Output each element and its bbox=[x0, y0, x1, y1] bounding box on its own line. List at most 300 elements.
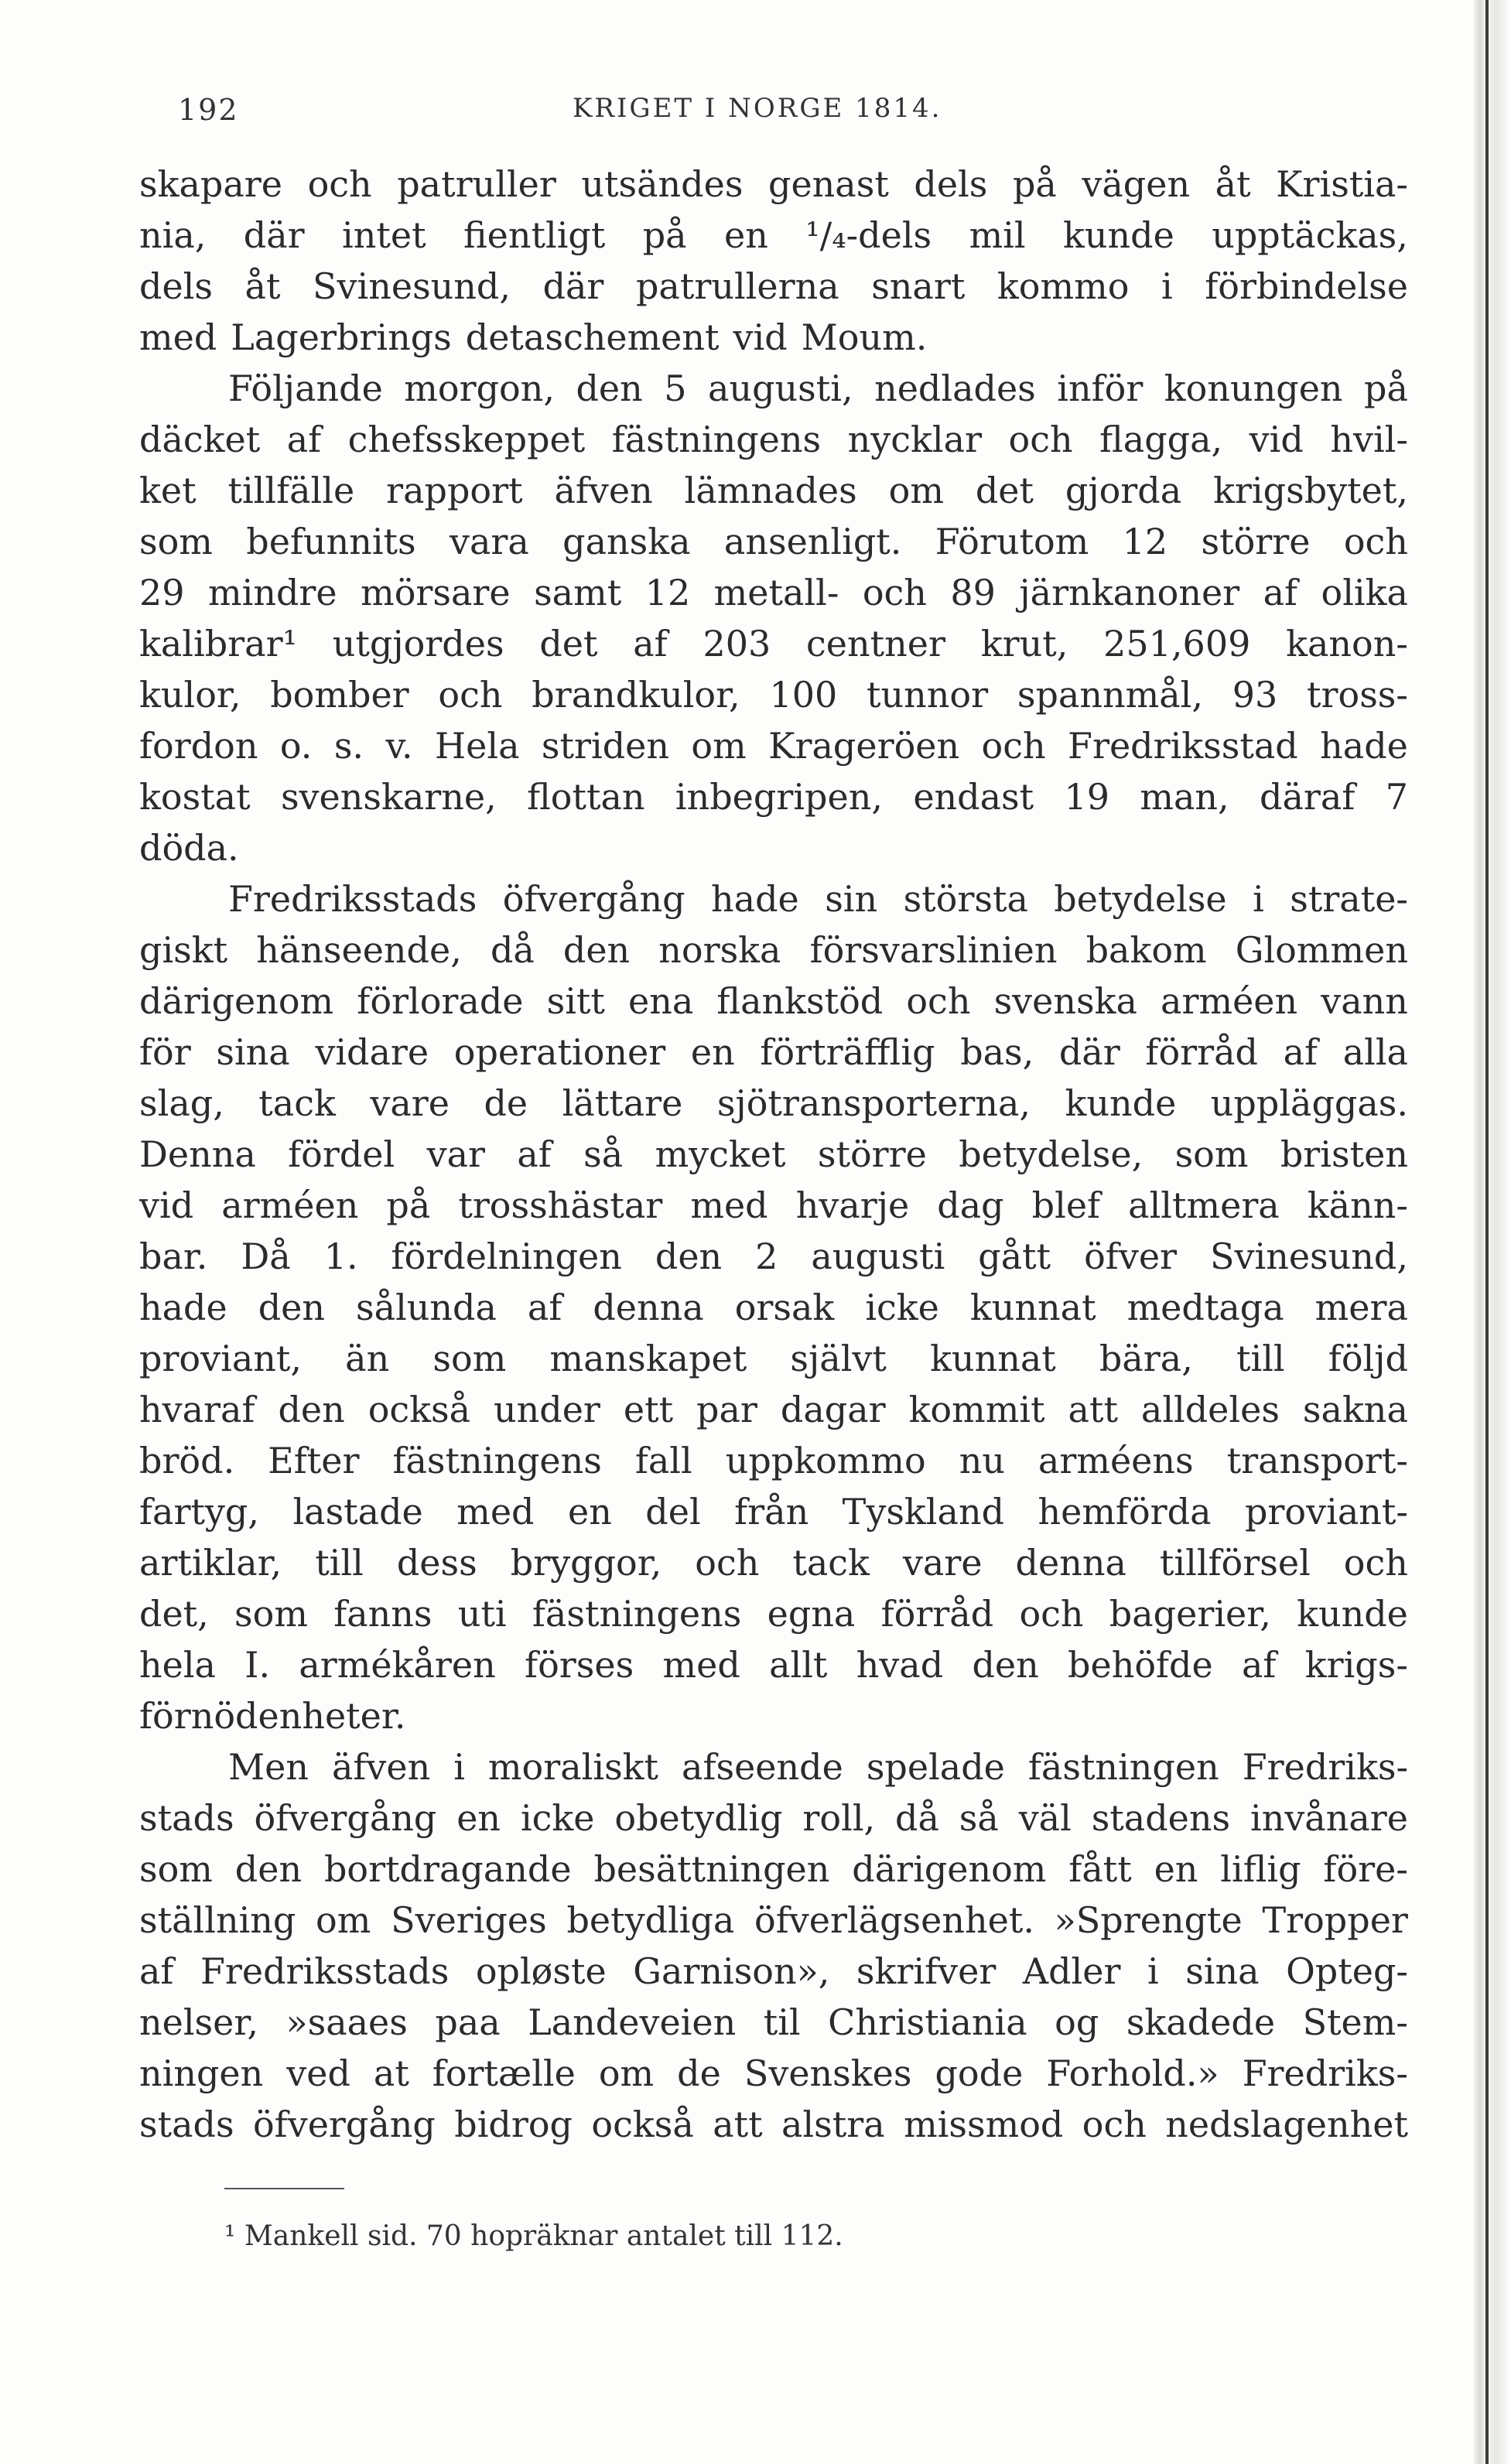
word: på bbox=[642, 214, 687, 256]
word: om bbox=[316, 1899, 371, 1941]
word: Svenskes bbox=[744, 2052, 912, 2094]
word: striden bbox=[541, 725, 669, 767]
word: paa bbox=[435, 2001, 501, 2043]
word: gjorda bbox=[1065, 470, 1182, 511]
word: ena bbox=[628, 980, 694, 1022]
word: den bbox=[972, 1644, 1039, 1686]
text-line bbox=[139, 669, 1408, 720]
word: krigsbytet, bbox=[1213, 470, 1408, 511]
word: självt bbox=[790, 1338, 887, 1379]
word: metall- bbox=[713, 572, 839, 613]
word: 12 bbox=[644, 572, 691, 613]
word: fartyg, bbox=[139, 1491, 259, 1533]
word: besättningen bbox=[593, 1848, 830, 1890]
word: öfverlägsenhet. bbox=[754, 1899, 1034, 1941]
word: uppläggas. bbox=[1210, 1082, 1408, 1124]
word: mörsare bbox=[361, 572, 511, 613]
word: allt bbox=[769, 1644, 828, 1686]
word: man, bbox=[1140, 776, 1229, 818]
word: konungen bbox=[1164, 367, 1343, 409]
word: och bbox=[695, 1542, 760, 1584]
word: mera bbox=[1314, 1287, 1408, 1328]
word: mil bbox=[969, 214, 1026, 256]
word: dag bbox=[937, 1184, 1004, 1226]
word: betydliga bbox=[566, 1899, 735, 1941]
word: hela bbox=[139, 1644, 216, 1686]
word: åt bbox=[1215, 163, 1251, 205]
text-line bbox=[139, 1639, 1408, 1690]
word: krut, bbox=[980, 623, 1068, 665]
text-line bbox=[139, 1435, 1408, 1486]
word: Fredriks- bbox=[1242, 2052, 1408, 2094]
word: 19 bbox=[1064, 776, 1110, 818]
word: skadede bbox=[1126, 2001, 1276, 2043]
word: till bbox=[315, 1542, 364, 1584]
word: og bbox=[1055, 2001, 1099, 2043]
word: Forhold.» bbox=[1046, 2052, 1219, 2094]
word: sin bbox=[825, 878, 878, 920]
word: ¹/₄-dels bbox=[805, 214, 932, 256]
word: på bbox=[1012, 163, 1057, 205]
word: 5 bbox=[664, 367, 687, 409]
word: kunnat bbox=[969, 1287, 1096, 1328]
word: Lagerbrings bbox=[231, 316, 452, 358]
word: järnkanoner bbox=[1019, 572, 1240, 613]
text-line bbox=[139, 1792, 1408, 1844]
word: svenska bbox=[993, 980, 1137, 1022]
word: kunde bbox=[1063, 214, 1174, 256]
word: under bbox=[494, 1389, 600, 1430]
word: kommit bbox=[908, 1389, 1045, 1430]
text-line bbox=[139, 261, 1408, 312]
word: 7 bbox=[1385, 776, 1408, 818]
word: och bbox=[906, 980, 971, 1022]
word: på bbox=[1364, 367, 1408, 409]
word: Stem- bbox=[1302, 2001, 1408, 2043]
word: gått bbox=[978, 1235, 1051, 1277]
word: uppkommo bbox=[725, 1440, 926, 1481]
word: dels bbox=[139, 265, 213, 307]
text-line bbox=[139, 363, 1408, 414]
word: vägen bbox=[1082, 163, 1191, 205]
word: var bbox=[426, 1133, 485, 1175]
word: och bbox=[1343, 521, 1408, 562]
word: Denna bbox=[139, 1133, 256, 1175]
word: försvarslinien bbox=[809, 929, 1058, 971]
word: moraliskt bbox=[487, 1746, 659, 1788]
word: till bbox=[1236, 1338, 1285, 1379]
word: utsändes bbox=[581, 163, 744, 205]
word: Christiania bbox=[828, 2001, 1027, 2043]
word: obetydlig bbox=[614, 1797, 783, 1839]
word: i bbox=[1161, 265, 1173, 307]
word: detaschement bbox=[465, 316, 720, 358]
word: Adler bbox=[1022, 1950, 1121, 1992]
word: där bbox=[243, 214, 305, 256]
word: Följande bbox=[228, 367, 383, 409]
word: kalibrar¹ bbox=[139, 623, 298, 665]
word: manskapet bbox=[549, 1338, 747, 1379]
word: som bbox=[139, 521, 213, 562]
word: vid bbox=[139, 1184, 194, 1226]
word: gode bbox=[935, 2052, 1024, 2094]
word: snart bbox=[871, 265, 966, 307]
word: hvarje bbox=[795, 1184, 910, 1226]
word: Svinesund, bbox=[1210, 1235, 1408, 1277]
word: vidare bbox=[315, 1031, 429, 1073]
word: af bbox=[286, 419, 322, 460]
word: och bbox=[1008, 419, 1073, 460]
word: det bbox=[539, 623, 598, 665]
word: den bbox=[655, 1235, 723, 1277]
word: bas, bbox=[960, 1031, 1034, 1073]
word: af bbox=[1242, 1644, 1277, 1686]
word: vann bbox=[1321, 980, 1408, 1022]
word: Tropper bbox=[1262, 1899, 1408, 1941]
word: sakna bbox=[1302, 1389, 1408, 1430]
word: öfver bbox=[1084, 1235, 1178, 1277]
word: hade bbox=[139, 1287, 227, 1328]
text-line bbox=[139, 1333, 1408, 1384]
text-line bbox=[139, 618, 1408, 669]
word: missmod bbox=[904, 2103, 1064, 2145]
word: vid bbox=[733, 316, 788, 358]
word: från bbox=[734, 1491, 809, 1533]
text-line bbox=[139, 2048, 1408, 2099]
word: giskt bbox=[139, 929, 228, 971]
word: Fredriks- bbox=[1242, 1746, 1408, 1788]
word: hvil- bbox=[1330, 419, 1408, 460]
word: s. bbox=[333, 725, 364, 767]
text-line bbox=[139, 465, 1408, 516]
text-line bbox=[139, 873, 1408, 924]
word: kommo bbox=[997, 265, 1130, 307]
word: en bbox=[724, 214, 768, 256]
word: lättare bbox=[562, 1082, 683, 1124]
word: och bbox=[1082, 2103, 1147, 2145]
word: bära, bbox=[1099, 1338, 1193, 1379]
word: med bbox=[456, 1491, 535, 1533]
word: til bbox=[763, 2001, 801, 2043]
word: större bbox=[817, 1133, 927, 1175]
word: utgjordes bbox=[332, 623, 504, 665]
word: större bbox=[1201, 521, 1311, 562]
word: medtaga bbox=[1126, 1287, 1284, 1328]
word: känn- bbox=[1307, 1184, 1408, 1226]
word: opløste bbox=[475, 1950, 607, 1992]
text-line bbox=[139, 1282, 1408, 1333]
word: fientligt bbox=[463, 214, 606, 256]
word: centner bbox=[806, 623, 945, 665]
word: bakom bbox=[1085, 929, 1207, 971]
word: alla bbox=[1342, 1031, 1408, 1073]
word: kulor, bbox=[139, 674, 241, 716]
word: »Sprengte bbox=[1054, 1899, 1243, 1941]
word: döda. bbox=[139, 827, 239, 869]
word: så bbox=[583, 1133, 624, 1175]
text-line bbox=[139, 1027, 1408, 1078]
word: i bbox=[1147, 1950, 1159, 1992]
word: om bbox=[888, 470, 944, 511]
word: proviant- bbox=[1244, 1491, 1408, 1533]
word: stads bbox=[139, 2103, 234, 2145]
word: Opteg- bbox=[1286, 1950, 1408, 1992]
word: icke bbox=[865, 1287, 939, 1328]
word: spelade bbox=[866, 1746, 1005, 1788]
word: Moum. bbox=[801, 316, 928, 358]
word: hänseende, bbox=[256, 929, 462, 971]
word: också bbox=[591, 2103, 694, 2145]
footnote-divider bbox=[224, 2188, 344, 2189]
word: denna bbox=[593, 1287, 704, 1328]
word: patrullerna bbox=[635, 265, 839, 307]
text-line bbox=[139, 567, 1408, 618]
running-head bbox=[139, 93, 1408, 139]
word: där bbox=[1058, 1031, 1120, 1073]
word: lämnades bbox=[684, 470, 857, 511]
word: lastade bbox=[292, 1491, 423, 1533]
word: par bbox=[696, 1389, 757, 1430]
word: följd bbox=[1328, 1338, 1408, 1379]
word: betydelse bbox=[1054, 878, 1227, 920]
text-line bbox=[139, 720, 1408, 771]
word: Tyskland bbox=[842, 1491, 1005, 1533]
word: ningen bbox=[139, 2052, 264, 2094]
text-line bbox=[139, 1946, 1408, 1997]
word: också bbox=[367, 1389, 471, 1430]
word: af bbox=[139, 1950, 174, 1992]
word: nu bbox=[959, 1440, 1005, 1481]
text-line bbox=[139, 1129, 1408, 1180]
word: än bbox=[345, 1338, 390, 1379]
word: norska bbox=[658, 929, 781, 971]
word: nycklar bbox=[847, 419, 983, 460]
text-line bbox=[139, 771, 1408, 822]
word: den bbox=[234, 1848, 303, 1890]
word: därigenom bbox=[852, 1848, 1047, 1890]
word: af bbox=[527, 1287, 562, 1328]
text-line bbox=[139, 1384, 1408, 1435]
book-binding-edge bbox=[1474, 0, 1511, 2464]
word: spannmål, bbox=[1017, 674, 1203, 716]
word: fall bbox=[634, 1440, 692, 1481]
word: morgon, bbox=[404, 367, 555, 409]
word: Garnison», bbox=[633, 1950, 830, 1992]
word: af bbox=[633, 623, 668, 665]
word: tack bbox=[792, 1542, 870, 1584]
word: Då bbox=[241, 1235, 291, 1277]
word: at bbox=[373, 2052, 409, 2094]
word: fanns bbox=[333, 1593, 432, 1635]
word: dess bbox=[396, 1542, 477, 1584]
word: »saaes bbox=[285, 2001, 408, 2043]
word: inbegripen, bbox=[675, 776, 883, 818]
word: flottan bbox=[527, 776, 645, 818]
word: tillförsel bbox=[1159, 1542, 1311, 1584]
word: flagga, bbox=[1099, 419, 1223, 460]
word: de bbox=[677, 2052, 721, 2094]
word: befunnits bbox=[246, 521, 416, 562]
word: äfven bbox=[331, 1746, 431, 1788]
word: bortdragande bbox=[323, 1848, 572, 1890]
word: alstra bbox=[781, 2103, 885, 2145]
word: kunnat bbox=[930, 1338, 1056, 1379]
word: arméen bbox=[1161, 980, 1298, 1022]
word: flankstöd bbox=[716, 980, 884, 1022]
word: betydelse, bbox=[959, 1133, 1144, 1175]
word: blef bbox=[1031, 1184, 1101, 1226]
word: Hela bbox=[435, 725, 520, 767]
word: uti bbox=[457, 1593, 507, 1635]
word: förnödenheter. bbox=[139, 1695, 406, 1737]
word: och bbox=[981, 725, 1046, 767]
text-line bbox=[139, 2099, 1408, 2150]
word: inför bbox=[1057, 367, 1144, 409]
word: som bbox=[234, 1593, 308, 1635]
word: v. bbox=[385, 725, 413, 767]
word: arméens bbox=[1038, 1440, 1194, 1481]
word: orsak bbox=[734, 1287, 835, 1328]
word: bomber bbox=[270, 674, 409, 716]
word: fästningen bbox=[1027, 1746, 1219, 1788]
word: bidrog bbox=[454, 2103, 573, 2145]
word: förråd bbox=[1145, 1031, 1258, 1073]
word: 2 bbox=[755, 1235, 778, 1277]
word: det, bbox=[139, 1593, 209, 1635]
word: för bbox=[139, 1031, 191, 1073]
word: hade bbox=[1320, 725, 1408, 767]
word: som bbox=[139, 1848, 213, 1890]
word: strate- bbox=[1290, 878, 1408, 920]
word: bröd. bbox=[139, 1440, 235, 1481]
word: och bbox=[438, 674, 503, 716]
word: nelser, bbox=[139, 2001, 258, 2043]
word: och bbox=[307, 163, 372, 205]
word: armékåren bbox=[299, 1644, 496, 1686]
word: intet bbox=[342, 214, 426, 256]
word: en bbox=[690, 1031, 735, 1073]
word: däcket bbox=[139, 419, 261, 460]
word: denna bbox=[1015, 1542, 1126, 1584]
word: och bbox=[1019, 1593, 1084, 1635]
word: 100 bbox=[769, 674, 838, 716]
word: transport- bbox=[1226, 1440, 1408, 1481]
word: bryggor, bbox=[510, 1542, 662, 1584]
word: kunde bbox=[1297, 1593, 1408, 1635]
word: ved bbox=[286, 2052, 350, 2094]
text-line bbox=[139, 1690, 1408, 1741]
footnote: ¹ Mankell sid. 70 hopräknar antalet till 112. bbox=[224, 2220, 843, 2252]
word: fästningens bbox=[611, 419, 822, 460]
word: hvaraf bbox=[139, 1389, 255, 1430]
word: slag, bbox=[139, 1082, 224, 1124]
word: med bbox=[139, 316, 217, 358]
word: arméen bbox=[221, 1184, 359, 1226]
body-text bbox=[139, 159, 1408, 2150]
word: en bbox=[1154, 1848, 1198, 1890]
word: i bbox=[1253, 878, 1264, 920]
word: att bbox=[713, 2103, 763, 2145]
word: och bbox=[1343, 1542, 1408, 1584]
word: fördel bbox=[288, 1133, 395, 1175]
text-line bbox=[139, 924, 1408, 976]
word: o. bbox=[279, 725, 313, 767]
word: alltmera bbox=[1128, 1184, 1280, 1226]
word: fästningens bbox=[392, 1440, 602, 1481]
word: och bbox=[862, 572, 927, 613]
word: upptäckas, bbox=[1212, 214, 1408, 256]
word: af bbox=[1283, 1031, 1318, 1073]
page-number: 192 bbox=[178, 93, 239, 127]
word: det bbox=[975, 470, 1034, 511]
word: de bbox=[484, 1082, 528, 1124]
word: kostat bbox=[139, 776, 251, 818]
word: egna bbox=[767, 1593, 856, 1635]
word: fordon bbox=[139, 725, 258, 767]
word: Fredriksstads bbox=[200, 1950, 450, 1992]
word: som bbox=[1174, 1133, 1249, 1175]
word: roll, bbox=[802, 1797, 876, 1839]
word: 89 bbox=[950, 572, 996, 613]
word: bagerier, bbox=[1109, 1593, 1271, 1635]
word: väl bbox=[1018, 1797, 1072, 1839]
word: trosshästar bbox=[458, 1184, 663, 1226]
word: en bbox=[567, 1491, 612, 1533]
text-line bbox=[139, 1180, 1408, 1231]
word: öfvergång bbox=[502, 878, 685, 920]
word: alldeles bbox=[1140, 1389, 1280, 1430]
word: den bbox=[278, 1389, 345, 1430]
word: nedlades bbox=[874, 367, 1036, 409]
word: af bbox=[1263, 572, 1298, 613]
word: kanon- bbox=[1286, 623, 1408, 665]
word: Fredriksstads bbox=[228, 878, 477, 920]
text-line bbox=[139, 210, 1408, 261]
binding-shadow-line bbox=[1485, 0, 1489, 2464]
word: förråd bbox=[880, 1593, 994, 1635]
word: på bbox=[386, 1184, 431, 1226]
word: Sveriges bbox=[391, 1899, 547, 1941]
word: i bbox=[453, 1746, 465, 1788]
word: den bbox=[562, 929, 631, 971]
word: öfvergång bbox=[252, 2103, 436, 2145]
word: sina bbox=[1185, 1950, 1260, 1992]
text-line bbox=[139, 1078, 1408, 1129]
word: ställning bbox=[139, 1899, 296, 1941]
word: olika bbox=[1321, 572, 1408, 613]
word: patruller bbox=[397, 163, 556, 205]
word: tillfälle bbox=[227, 470, 355, 511]
word: 251,609 bbox=[1103, 623, 1251, 665]
word: mindre bbox=[208, 572, 337, 613]
word: invånare bbox=[1249, 1797, 1408, 1839]
word: sitt bbox=[546, 980, 605, 1022]
text-line bbox=[139, 516, 1408, 567]
word: däraf bbox=[1260, 776, 1355, 818]
header-title: KRIGET I NORGE 1814. bbox=[573, 93, 942, 124]
text-line bbox=[139, 1844, 1408, 1895]
word: stadens bbox=[1091, 1797, 1231, 1839]
word: en bbox=[456, 1797, 501, 1839]
word: sina bbox=[216, 1031, 290, 1073]
word: att bbox=[1068, 1389, 1118, 1430]
word: som bbox=[432, 1338, 507, 1379]
word: icke bbox=[520, 1797, 595, 1839]
word: augusti, bbox=[708, 367, 853, 409]
word: stads bbox=[139, 1797, 234, 1839]
word: Glommen bbox=[1235, 929, 1408, 971]
word: förbindelse bbox=[1205, 265, 1408, 307]
